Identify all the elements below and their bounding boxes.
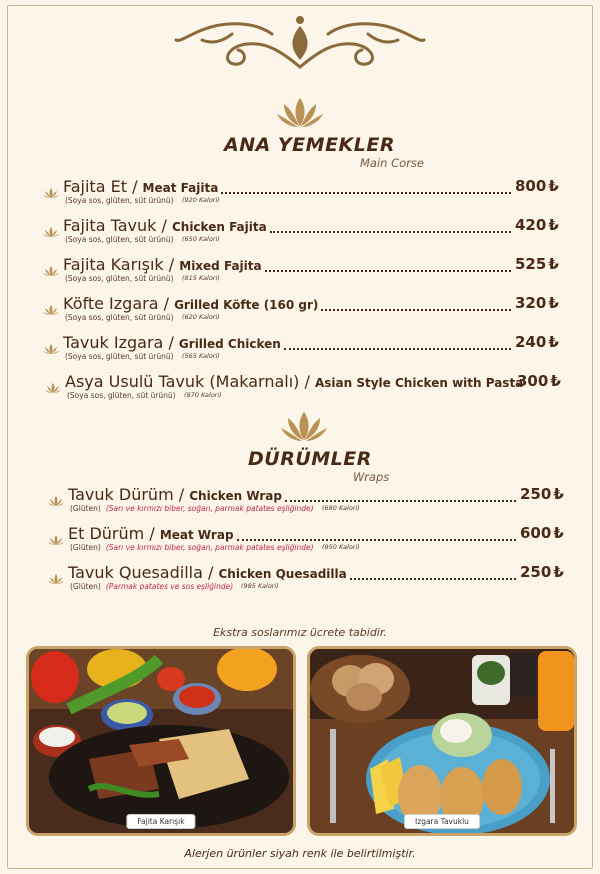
item-calories: (870 Kalori) — [184, 391, 222, 399]
currency-symbol: ₺ — [553, 563, 564, 581]
price-value: 320 — [515, 294, 547, 312]
item-name — [63, 216, 267, 235]
item-price — [515, 294, 559, 312]
section-subtitle-wraps: Wraps — [353, 470, 390, 484]
lotus-bullet-icon — [48, 491, 64, 510]
item-note: (Sarı ve kırmızı biber, soğan, parmak patates eşliğinde) — [105, 504, 314, 513]
item-allergens — [67, 391, 176, 400]
item-name — [65, 372, 523, 391]
item-allergens — [70, 543, 314, 552]
item-calories: (650 Kalori) — [182, 235, 220, 243]
section-title-main: ANA YEMEKLER — [224, 134, 395, 156]
lotus-bullet-icon — [48, 530, 64, 549]
item-name-tr: Köfte Izgara / — [63, 294, 169, 313]
item-price — [520, 524, 564, 542]
item-name-tr: Tavuk Quesadilla / — [68, 563, 214, 582]
photo-grilled-chicken — [307, 646, 577, 836]
item-note: (Sarı ve kırmızı biber, soğan, parmak patates eşliğinde) — [105, 543, 314, 552]
item-allergens — [65, 313, 174, 322]
currency-symbol: ₺ — [553, 485, 564, 503]
dot-leader — [321, 295, 511, 311]
photo-caption: Izgara Tavuklu — [404, 814, 480, 829]
allergen-text: (Soya sos, glüten, süt ürünü) — [65, 352, 174, 361]
lotus-bullet-icon — [48, 569, 64, 588]
item-calories: (985 Kalori) — [241, 582, 279, 590]
item-name-tr: Fajita Karışık / — [63, 255, 175, 274]
allergen-text: (Soya sos, glüten, süt ürünü) — [65, 235, 174, 244]
item-allergens — [65, 274, 174, 283]
item-name — [68, 563, 347, 582]
price-value: 525 — [515, 255, 547, 273]
allergen-footer: Alerjen ürünler siyah renk ile belirtilmiştir. — [184, 847, 416, 860]
item-calories: (680 Kalori) — [322, 504, 360, 512]
allergen-text: (Soya sos, glüten, süt ürünü) — [65, 313, 174, 322]
photo-caption: Fajita Karışık — [126, 814, 195, 829]
item-name — [63, 294, 318, 313]
currency-symbol: ₺ — [550, 372, 561, 390]
currency-symbol: ₺ — [548, 294, 559, 312]
allergen-text: (Glüten) — [70, 543, 101, 552]
item-name — [68, 524, 234, 543]
item-allergens — [70, 582, 233, 591]
allergen-text: (Glüten) — [70, 504, 101, 513]
item-price — [515, 177, 559, 195]
item-name-tr: Asya Usulü Tavuk (Makarnalı) / — [65, 372, 310, 391]
item-allergens — [65, 235, 174, 244]
fajita-photo-icon — [29, 649, 293, 833]
section-title-wraps: DÜRÜMLER — [248, 448, 372, 470]
lotus-icon — [280, 410, 328, 444]
dot-leader — [285, 486, 516, 502]
item-calories: (815 Kalori) — [182, 274, 220, 282]
dot-leader — [270, 217, 511, 233]
item-price — [515, 255, 559, 273]
item-name-tr: Et Dürüm / — [68, 524, 155, 543]
item-name-tr: Tavuk Izgara / — [63, 333, 174, 352]
lotus-bullet-icon — [45, 378, 61, 397]
ornament-icon — [172, 12, 428, 74]
dot-leader — [221, 178, 511, 194]
item-name-en: Chicken Quesadilla — [218, 567, 347, 581]
item-name-en: Mixed Fajita — [179, 259, 262, 273]
item-name-tr: Fajita Et / — [63, 177, 138, 196]
price-value: 300 — [517, 372, 549, 390]
item-name — [63, 333, 281, 352]
item-name-en: Meat Wrap — [159, 528, 234, 542]
item-name-en: Grilled Chicken — [178, 337, 281, 351]
dot-leader — [284, 334, 511, 350]
grilled-chicken-photo-icon — [310, 649, 574, 833]
currency-symbol: ₺ — [548, 216, 559, 234]
currency-symbol: ₺ — [548, 255, 559, 273]
item-allergens — [70, 504, 314, 513]
item-note: (Parmak patates ve sos eşliğinde) — [105, 582, 234, 591]
extra-sauce-note: Ekstra soslarımız ücrete tabidir. — [213, 626, 387, 639]
lotus-bullet-icon — [43, 183, 59, 202]
item-calories: (950 Kalori) — [322, 543, 360, 551]
price-value: 250 — [520, 563, 552, 581]
item-calories: (565 Kalori) — [182, 352, 220, 360]
lotus-bullet-icon — [43, 339, 59, 358]
price-value: 420 — [515, 216, 547, 234]
item-calories: (620 Kalori) — [182, 313, 220, 321]
item-calories: (920 Kalori) — [182, 196, 220, 204]
item-name — [63, 255, 262, 274]
currency-symbol: ₺ — [553, 524, 564, 542]
item-price — [517, 372, 561, 390]
price-value: 250 — [520, 485, 552, 503]
lotus-bullet-icon — [43, 222, 59, 241]
allergen-text: (Soya sos, glüten, süt ürünü) — [65, 274, 174, 283]
item-price — [515, 333, 559, 351]
lotus-bullet-icon — [43, 261, 59, 280]
item-name-en: Meat Fajita — [142, 181, 219, 195]
item-allergens — [65, 196, 174, 205]
price-value: 600 — [520, 524, 552, 542]
item-name-en: Chicken Fajita — [171, 220, 267, 234]
lotus-icon — [276, 96, 324, 130]
item-allergens — [65, 352, 174, 361]
allergen-text: (Soya sos, glüten, süt ürünü) — [65, 196, 174, 205]
photo-fajita — [26, 646, 296, 836]
item-name-tr: Fajita Tavuk / — [63, 216, 167, 235]
dot-leader — [350, 564, 516, 580]
item-name-en: Asian Style Chicken with Pasta — [314, 376, 524, 390]
item-name — [63, 177, 218, 196]
allergen-text: (Glüten) — [70, 582, 101, 591]
price-value: 240 — [515, 333, 547, 351]
item-price — [515, 216, 559, 234]
item-name — [68, 485, 282, 504]
currency-symbol: ₺ — [548, 177, 559, 195]
lotus-bullet-icon — [43, 300, 59, 319]
allergen-text: (Soya sos, glüten, süt ürünü) — [67, 391, 176, 400]
dot-leader — [265, 256, 511, 272]
item-name-en: Grilled Köfte (160 gr) — [174, 298, 319, 312]
item-name-tr: Tavuk Dürüm / — [68, 485, 185, 504]
item-price — [520, 563, 564, 581]
currency-symbol: ₺ — [548, 333, 559, 351]
price-value: 800 — [515, 177, 547, 195]
item-name-en: Chicken Wrap — [189, 489, 282, 503]
item-price — [520, 485, 564, 503]
section-subtitle-main: Main Corse — [360, 156, 424, 170]
dot-leader — [237, 525, 516, 541]
